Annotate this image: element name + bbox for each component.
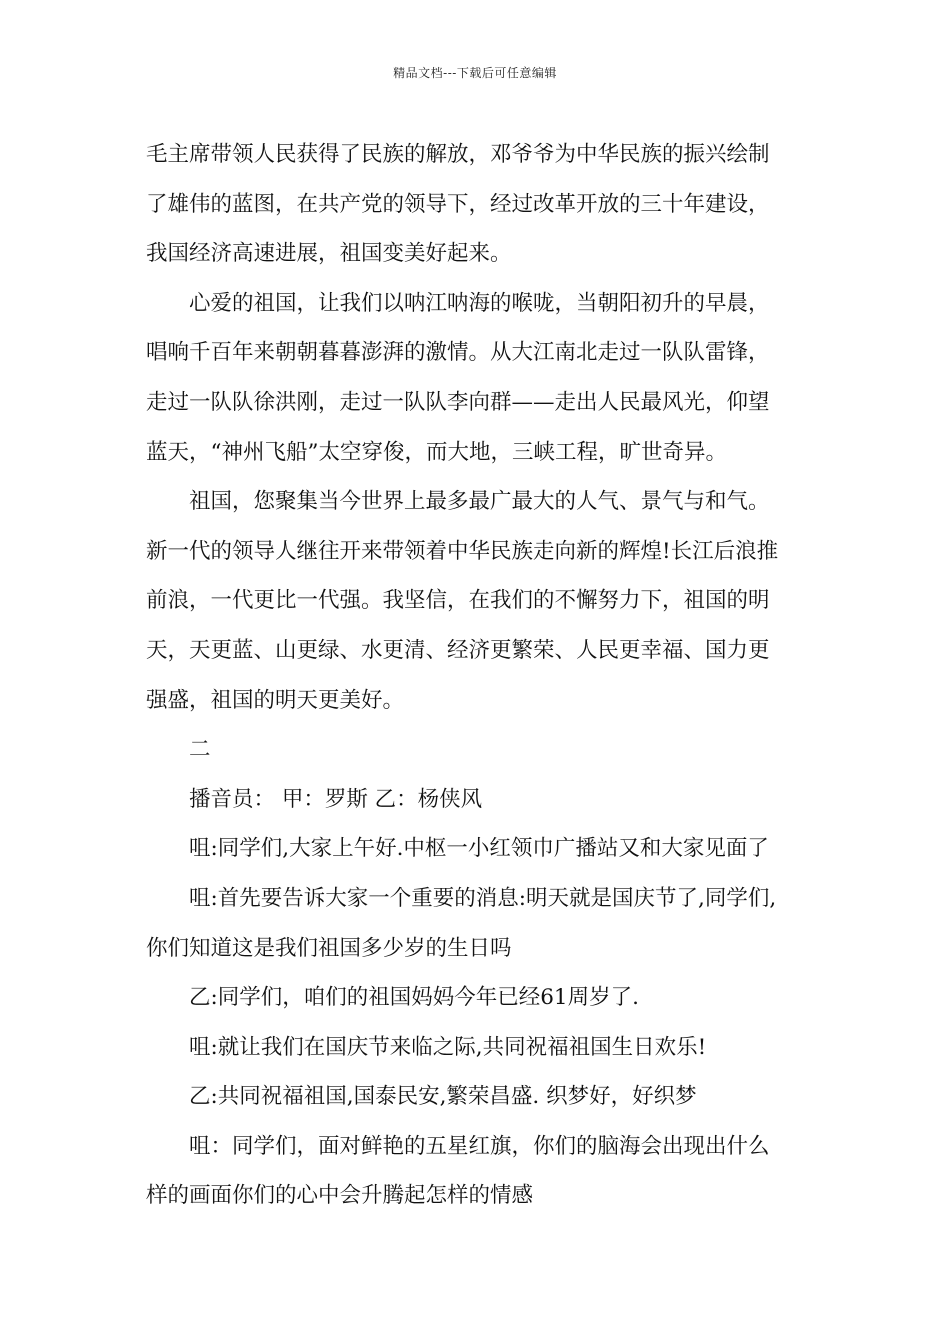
dialogue-line-5: 乙:共同祝福祖国,国泰民安,繁荣昌盛. 织梦好，好织梦 bbox=[189, 1084, 697, 1110]
dialogue-line-3: 乙:同学们，咱们的祖国妈妈今年已经61周岁了. bbox=[189, 985, 639, 1011]
text-line-1: 毛主席带领人民获得了民族的解放，邓爷爷为中华民族的振兴绘制 bbox=[146, 142, 770, 167]
section-number: 二 bbox=[189, 737, 211, 763]
text-line-4: 心爱的祖国，让我们以呐江呐海的喉咙，当朝阳初升的早晨， bbox=[189, 290, 770, 316]
dialogue-line-1: 咀:同学们,大家上午好.中枢一小红领巾广播站又和大家见面了 bbox=[189, 836, 769, 862]
text-line-9: 新一代的领导人继往开来带领着中华民族走向新的辉煌!长江后浪推 bbox=[146, 538, 779, 564]
page-header: 精品文档---下载后可任意编辑 bbox=[393, 66, 557, 80]
announcer-line: 播音员： 甲：罗斯 乙：杨侠风 bbox=[189, 786, 483, 812]
text-line-11: 天，天更蓝、山更绿、水更清、经济更繁荣、人民更幸福、国力更 bbox=[146, 637, 770, 663]
dialogue-line-4: 咀:就让我们在国庆节来临之际,共同祝福祖国生日欢乐! bbox=[189, 1034, 707, 1060]
text-line-7: 蓝天，“神州飞船”太空穿俊，而大地，三峡工程，旷世奇异。 bbox=[146, 439, 727, 465]
dialogue-line-2-cont: 你们知道这是我们祖国多少岁的生日吗 bbox=[146, 935, 512, 961]
text-line-6: 走过一队队徐洪刚，走过一队队李向群——走出人民最风光，仰望 bbox=[146, 389, 770, 415]
text-line-3: 我国经济高速进展，祖国变美好起来。 bbox=[146, 241, 512, 267]
text-line-5: 唱响千百年来朝朝暮暮澎湃的激情。从大江南北走过一队队雷锋， bbox=[146, 340, 770, 366]
dialogue-line-2: 咀:首先要告诉大家一个重要的消息:明天就是国庆节了,同学们, bbox=[189, 885, 777, 911]
dialogue-line-6: 咀：同学们，面对鲜艳的五星红旗，你们的脑海会出现出什么 bbox=[189, 1133, 770, 1159]
text-line-10: 前浪，一代更比一代强。我坚信，在我们的不懈努力下，祖国的明 bbox=[146, 588, 770, 614]
dialogue-line-6-cont: 样的画面你们的心中会升腾起怎样的情感 bbox=[146, 1183, 534, 1209]
text-line-8: 祖国，您聚集当今世界上最多最广最大的人气、景气与和气。 bbox=[189, 489, 770, 515]
document-body bbox=[146, 130, 826, 1221]
text-line-2: 了雄伟的蓝图，在共产党的领导下，经过改革开放的三十年建设， bbox=[146, 191, 770, 217]
text-line-12: 强盛，祖国的明天更美好。 bbox=[146, 687, 405, 713]
